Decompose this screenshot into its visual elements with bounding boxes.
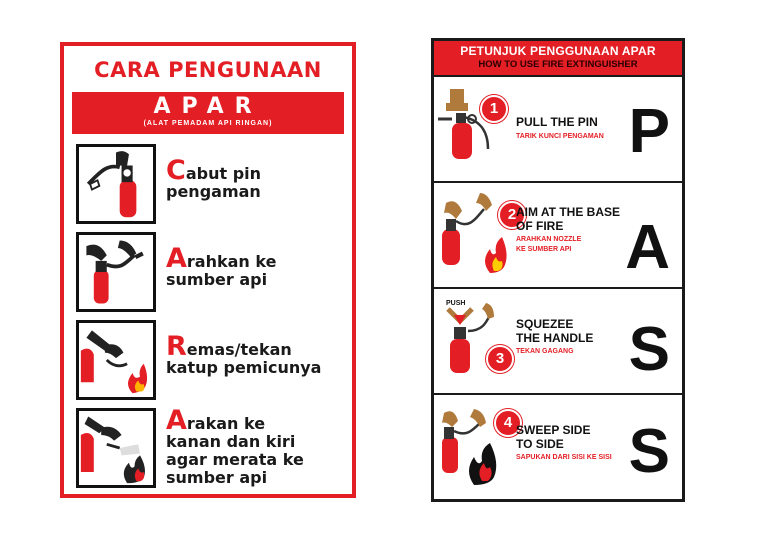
poster2-step-3: [434, 287, 682, 393]
poster1-band-subtitle: (ALAT PEMADAM API RINGAN): [143, 120, 273, 127]
aim-nozzle-icon: [76, 232, 156, 312]
poster2-step-3-id: TEKAN GAGANG: [516, 348, 574, 355]
poster1-step-2-text: Arahkan ke sumber api: [166, 243, 277, 289]
poster1-step-2: [76, 232, 348, 314]
pass-letter-p: P: [628, 97, 670, 166]
pull-pin-icon: [76, 144, 156, 224]
step-number-badge: 2: [498, 201, 526, 229]
poster1-step-4: [76, 405, 348, 490]
poster-pass-method: [431, 38, 685, 502]
poster1-step-1: [76, 144, 348, 226]
sweep-side-icon: [76, 408, 156, 488]
push-label: PUSH: [446, 300, 466, 307]
poster2-step-2-en: AIM AT THE BASE OF FIRE: [516, 205, 620, 233]
step-number-badge: 1: [480, 95, 508, 123]
poster1-title: CARA PENGUNAAN: [94, 58, 322, 82]
poster2-step-1-id: TARIK KUNCI PENGAMAN: [516, 133, 604, 140]
step-number-badge: 3: [486, 345, 514, 373]
poster1-title-band: [72, 92, 344, 134]
poster2-step-4: [434, 393, 682, 499]
pass-letter-s: S: [628, 315, 670, 384]
poster1-band-title: APAR: [153, 94, 263, 119]
poster1-step-3: [76, 320, 348, 402]
aim-base-fire-icon: [438, 189, 510, 275]
pass-letter-a: A: [625, 213, 670, 282]
poster2-step-3-en: SQUEZEE THE HANDLE: [516, 317, 594, 345]
poster2-header: [434, 41, 682, 75]
poster2-step-4-id: SAPUKAN DARI SISI KE SISI: [516, 454, 612, 461]
poster2-step-2: [434, 181, 682, 287]
poster2-step-4-en: SWEEP SIDE TO SIDE: [516, 423, 591, 451]
poster2-step-1: [434, 75, 682, 181]
poster2-step-1-en: PULL THE PIN: [516, 115, 598, 129]
pass-letter-s-2: S: [628, 417, 670, 486]
poster2-step-2-id: ARAHKAN NOZZLE KE SUMBER API: [516, 236, 582, 253]
poster2-header-subtitle: HOW TO USE FIRE EXTINGUISHER: [478, 59, 638, 70]
poster1-step-4-text: Arakan ke kanan dan kiri agar merata ke sumber api: [166, 405, 304, 487]
squeeze-handle-icon: [76, 320, 156, 400]
poster-cara-pengunaan-apar: [60, 42, 356, 498]
poster1-step-3-text: Remas/tekan katup pemicunya: [166, 331, 322, 377]
step-number-badge: 4: [494, 409, 522, 437]
poster1-step-1-text: Cabut pin pengaman: [166, 155, 262, 201]
poster2-header-title: PETUNJUK PENGGUNAAN APAR: [460, 44, 656, 58]
